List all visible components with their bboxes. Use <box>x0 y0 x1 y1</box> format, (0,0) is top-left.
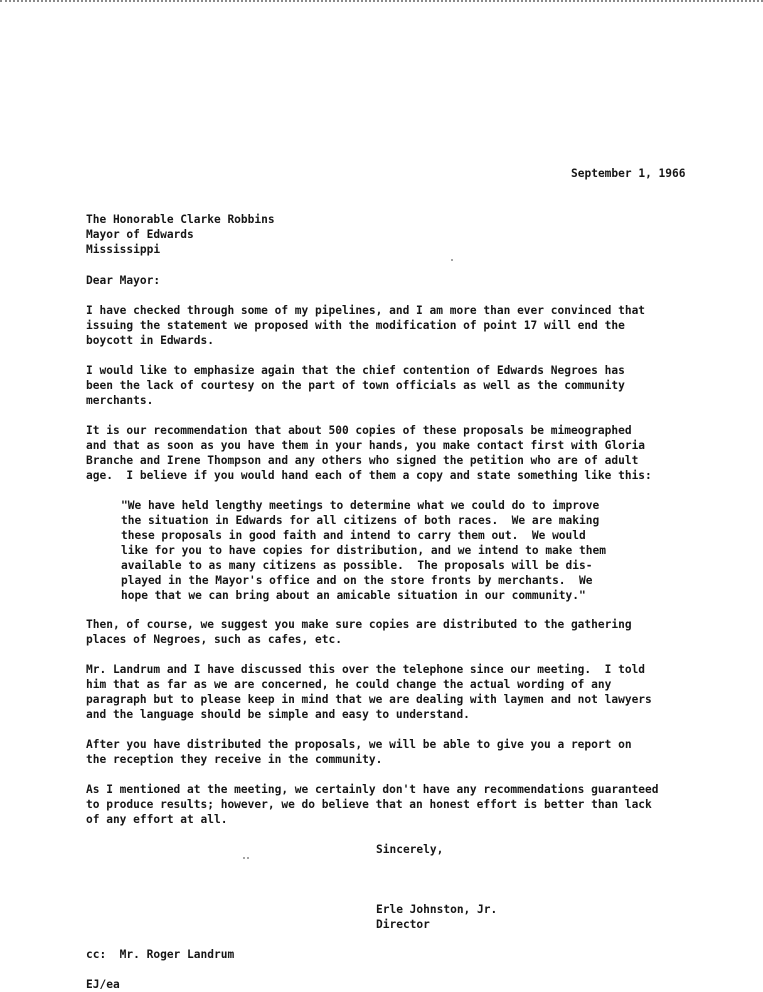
quote-line: hope that we can bring about an amicable situation in our community." <box>121 589 586 602</box>
paragraph-line: I have checked through some of my pipelines, and I am more than ever convinced that <box>86 304 646 317</box>
paragraph-line: age. I believe if you would hand each of them a copy and state something like this: <box>86 469 652 482</box>
paragraph-2 <box>86 363 625 408</box>
paragraph-line: After you have distributed the proposals, we will be able to give you a report on <box>86 738 632 751</box>
quote-line: "We have held lengthy meetings to determine what we could do to improve <box>121 499 600 512</box>
page-top-edge <box>0 0 763 6</box>
paragraph-line: been the lack of courtesy on the part of town officials as well as the community <box>86 379 625 392</box>
signer-name: Erle Johnston, Jr. <box>376 903 498 916</box>
paragraph-line: Branche and Irene Thompson and any others who signed the petition who are of adult <box>86 454 639 467</box>
quote-line: like for you to have copies for distribution, and we intend to make them <box>121 544 606 557</box>
paragraph-line: and the language should be simple and easy to understand. <box>86 708 470 721</box>
paragraph-line: and that as soon as you have them in your hands, you make contact first with Gloria <box>86 439 646 452</box>
quoted-statement <box>121 498 606 603</box>
paragraph-4 <box>86 617 632 647</box>
paragraph-line: It is our recommendation that about 500 copies of these proposals be mimeographed <box>86 424 632 437</box>
cc-line: cc: Mr. Roger Landrum <box>86 948 235 961</box>
recipient-line: The Honorable Clarke Robbins <box>86 213 275 226</box>
paragraph-line: As I mentioned at the meeting, we certainly don't have any recommendations guaranteed <box>86 783 659 796</box>
paragraph-6 <box>86 737 632 767</box>
paragraph-line: paragraph but to please keep in mind that we are dealing with laymen and not lawyers <box>86 693 652 706</box>
signer-title: Director <box>376 918 430 931</box>
recipient-line: Mayor of Edwards <box>86 228 194 241</box>
scan-speck <box>247 857 249 859</box>
paragraph-1 <box>86 303 645 348</box>
paragraph-line: the reception they receive in the community. <box>86 753 383 766</box>
quote-line: these proposals in good faith and intend to carry them out. We would <box>121 529 586 542</box>
paragraph-line: issuing the statement we proposed with the modification of point 17 will end the <box>86 319 625 332</box>
paragraph-line: of any effort at all. <box>86 813 228 826</box>
recipient-line: Mississippi <box>86 243 161 256</box>
paragraph-line: him that as far as we are concerned, he could change the actual wording of any <box>86 678 612 691</box>
paragraph-line: to produce results; however, we do believe that an honest effort is better than lack <box>86 798 652 811</box>
paragraph-3 <box>86 423 652 483</box>
closing: Sincerely, <box>376 843 444 856</box>
quote-line: available to as many citizens as possible. The proposals will be dis- <box>121 559 593 572</box>
quote-line: the situation in Edwards for all citizens of both races. We are making <box>121 514 600 527</box>
paragraph-7 <box>86 782 659 827</box>
scan-speck <box>451 259 453 261</box>
paragraph-line: boycott in Edwards. <box>86 334 214 347</box>
typist-initials: EJ/ea <box>86 978 120 991</box>
paragraph-line: Mr. Landrum and I have discussed this over the telephone since our meeting. I told <box>86 663 646 676</box>
paragraph-line: I would like to emphasize again that the chief contention of Edwards Negroes has <box>86 364 625 377</box>
recipient-address <box>86 212 275 257</box>
quote-line: played in the Mayor's office and on the store fronts by merchants. We <box>121 574 593 587</box>
paragraph-5 <box>86 662 652 722</box>
salutation: Dear Mayor: <box>86 274 161 287</box>
scan-speck <box>243 857 245 859</box>
letter-date: September 1, 1966 <box>571 167 686 180</box>
paragraph-line: places of Negroes, such as cafes, etc. <box>86 633 342 646</box>
paragraph-line: merchants. <box>86 394 154 407</box>
paragraph-line: Then, of course, we suggest you make sure copies are distributed to the gathering <box>86 618 632 631</box>
